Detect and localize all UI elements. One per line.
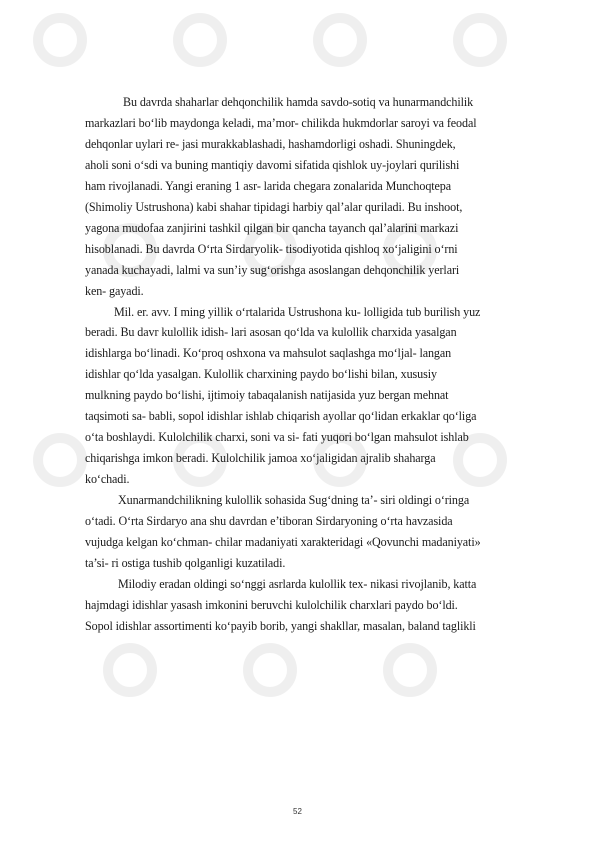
body-text (85, 92, 553, 637)
paragraph-3-line-4: ta’si- ri ostiga tushib qolganligi kuzatiladi. (85, 555, 286, 570)
paragraph-1-line-9: yanada kuchayadi, lalmi va sun’iy sug‘orishga asoslangan dehqonchilik yerlari (85, 262, 460, 277)
paragraph-4-line-3: Sopol idishlar assortimenti ko‘payib borib, yangi shakllar, masalan, baland taglikli (85, 618, 476, 633)
page-number: 52 (293, 807, 302, 816)
paragraph-1-line-6: (Shimoliy Ustrushona) kabi shahar tipidagi harbiy qal’alar quriladi. Bu inshoot, (85, 199, 463, 214)
paragraph-2-line-9: ko‘chadi. (85, 472, 130, 487)
paragraph-1-line-2: markazlari bo‘lib maydonga keladi, ma’mor- chilikda hukmdorlar saroyi va feodal (85, 115, 477, 130)
paragraph-2-line-5: mulkning paydo bo‘lishi, ijtimoiy tabaqalanish natijasida yuz bergan mehnat (85, 388, 449, 403)
paragraph-3-line-2: o‘tadi. O‘rta Sirdaryo ana shu davrdan e’tiboran Sirdaryoning o‘rta havzasida (85, 514, 453, 529)
paragraph-2-line-8: chiqarishga imkon beradi. Kulolchilik jamoa xo‘jaligidan ajralib shaharga (85, 451, 436, 466)
paragraph-1-line-8: hisoblanadi. Bu davrda O‘rta Sirdaryolik- tisodiyotida qishloq xo‘jaligini o‘rni (85, 241, 458, 256)
paragraph-1-line-4: aholi soni o‘sdi va buning mantiqiy davomi sifatida qishlok uy-joylari qurilishi (85, 157, 460, 172)
paragraph-1-line-10: ken- gayadi. (85, 283, 144, 298)
paragraph-4-line-1: Milodiy eradan oldingi so‘nggi asrlarda kulollik tex- nikasi rivojlanib, katta (118, 576, 477, 591)
paragraph-3-line-1: Xunarmandchilikning kulollik sohasida Sug‘dning ta’- siri oldingi o‘ringa (118, 493, 470, 508)
paragraph-1-line-7: yagona mudofaa zanjirini tashkil qilgan bir qancha tayanch qal’alarini markazi (85, 220, 459, 235)
paragraph-1-line-1: Bu davrda shaharlar dehqonchilik hamda savdo-sotiq va hunarmandchilik (123, 95, 474, 109)
paragraph-3-line-3: vujudga kelgan ko‘chman- chilar madaniyati xarakteridagi «Qovunchi madaniyati» (85, 535, 481, 550)
paragraph-2-line-1: Mil. er. avv. I ming yillik o‘rtalarida Ustrushona ku- lolligida tub burilish yuz (114, 304, 481, 319)
paragraph-2-line-4: idishlar qo‘lda yasalgan. Kulollik charxining paydo bo‘lishi bilan, xususiy (85, 367, 437, 382)
paragraph-1-line-3: dehqonlar uylari re- jasi murakkablashadi, hashamdorligi oshadi. Shuningdek, (85, 136, 456, 151)
paragraph-2-line-6: taqsimoti sa- babli, sopol idishlar ishlab chiqarish ayollar qo‘lidan erkaklar qo‘liga (85, 409, 477, 424)
paragraph-1-line-5: ham rivojlanadi. Yangi eraning 1 asr- larida chegara zonalarida Munchoqtepa (85, 178, 452, 193)
paragraph-2-line-3: idishlarga bo‘linadi. Ko‘proq oshxona va mahsulot saqlashga mo‘ljal- langan (85, 346, 452, 361)
paragraph-2-line-2: beradi. Bu davr kulollik idish- lari asosan qo‘lda va kulollik charxida yasalgan (85, 325, 457, 340)
paragraph-2-line-7: o‘ta boshlaydi. Kulolchilik charxi, soni va si- fati yuqori bo‘lgan mahsulot ishlab (85, 430, 469, 445)
paragraph-4-line-2: hajmdagi idishlar yasash imkonini beruvchi kulolchilik charxlari paydo bo‘ldi. (85, 597, 458, 612)
